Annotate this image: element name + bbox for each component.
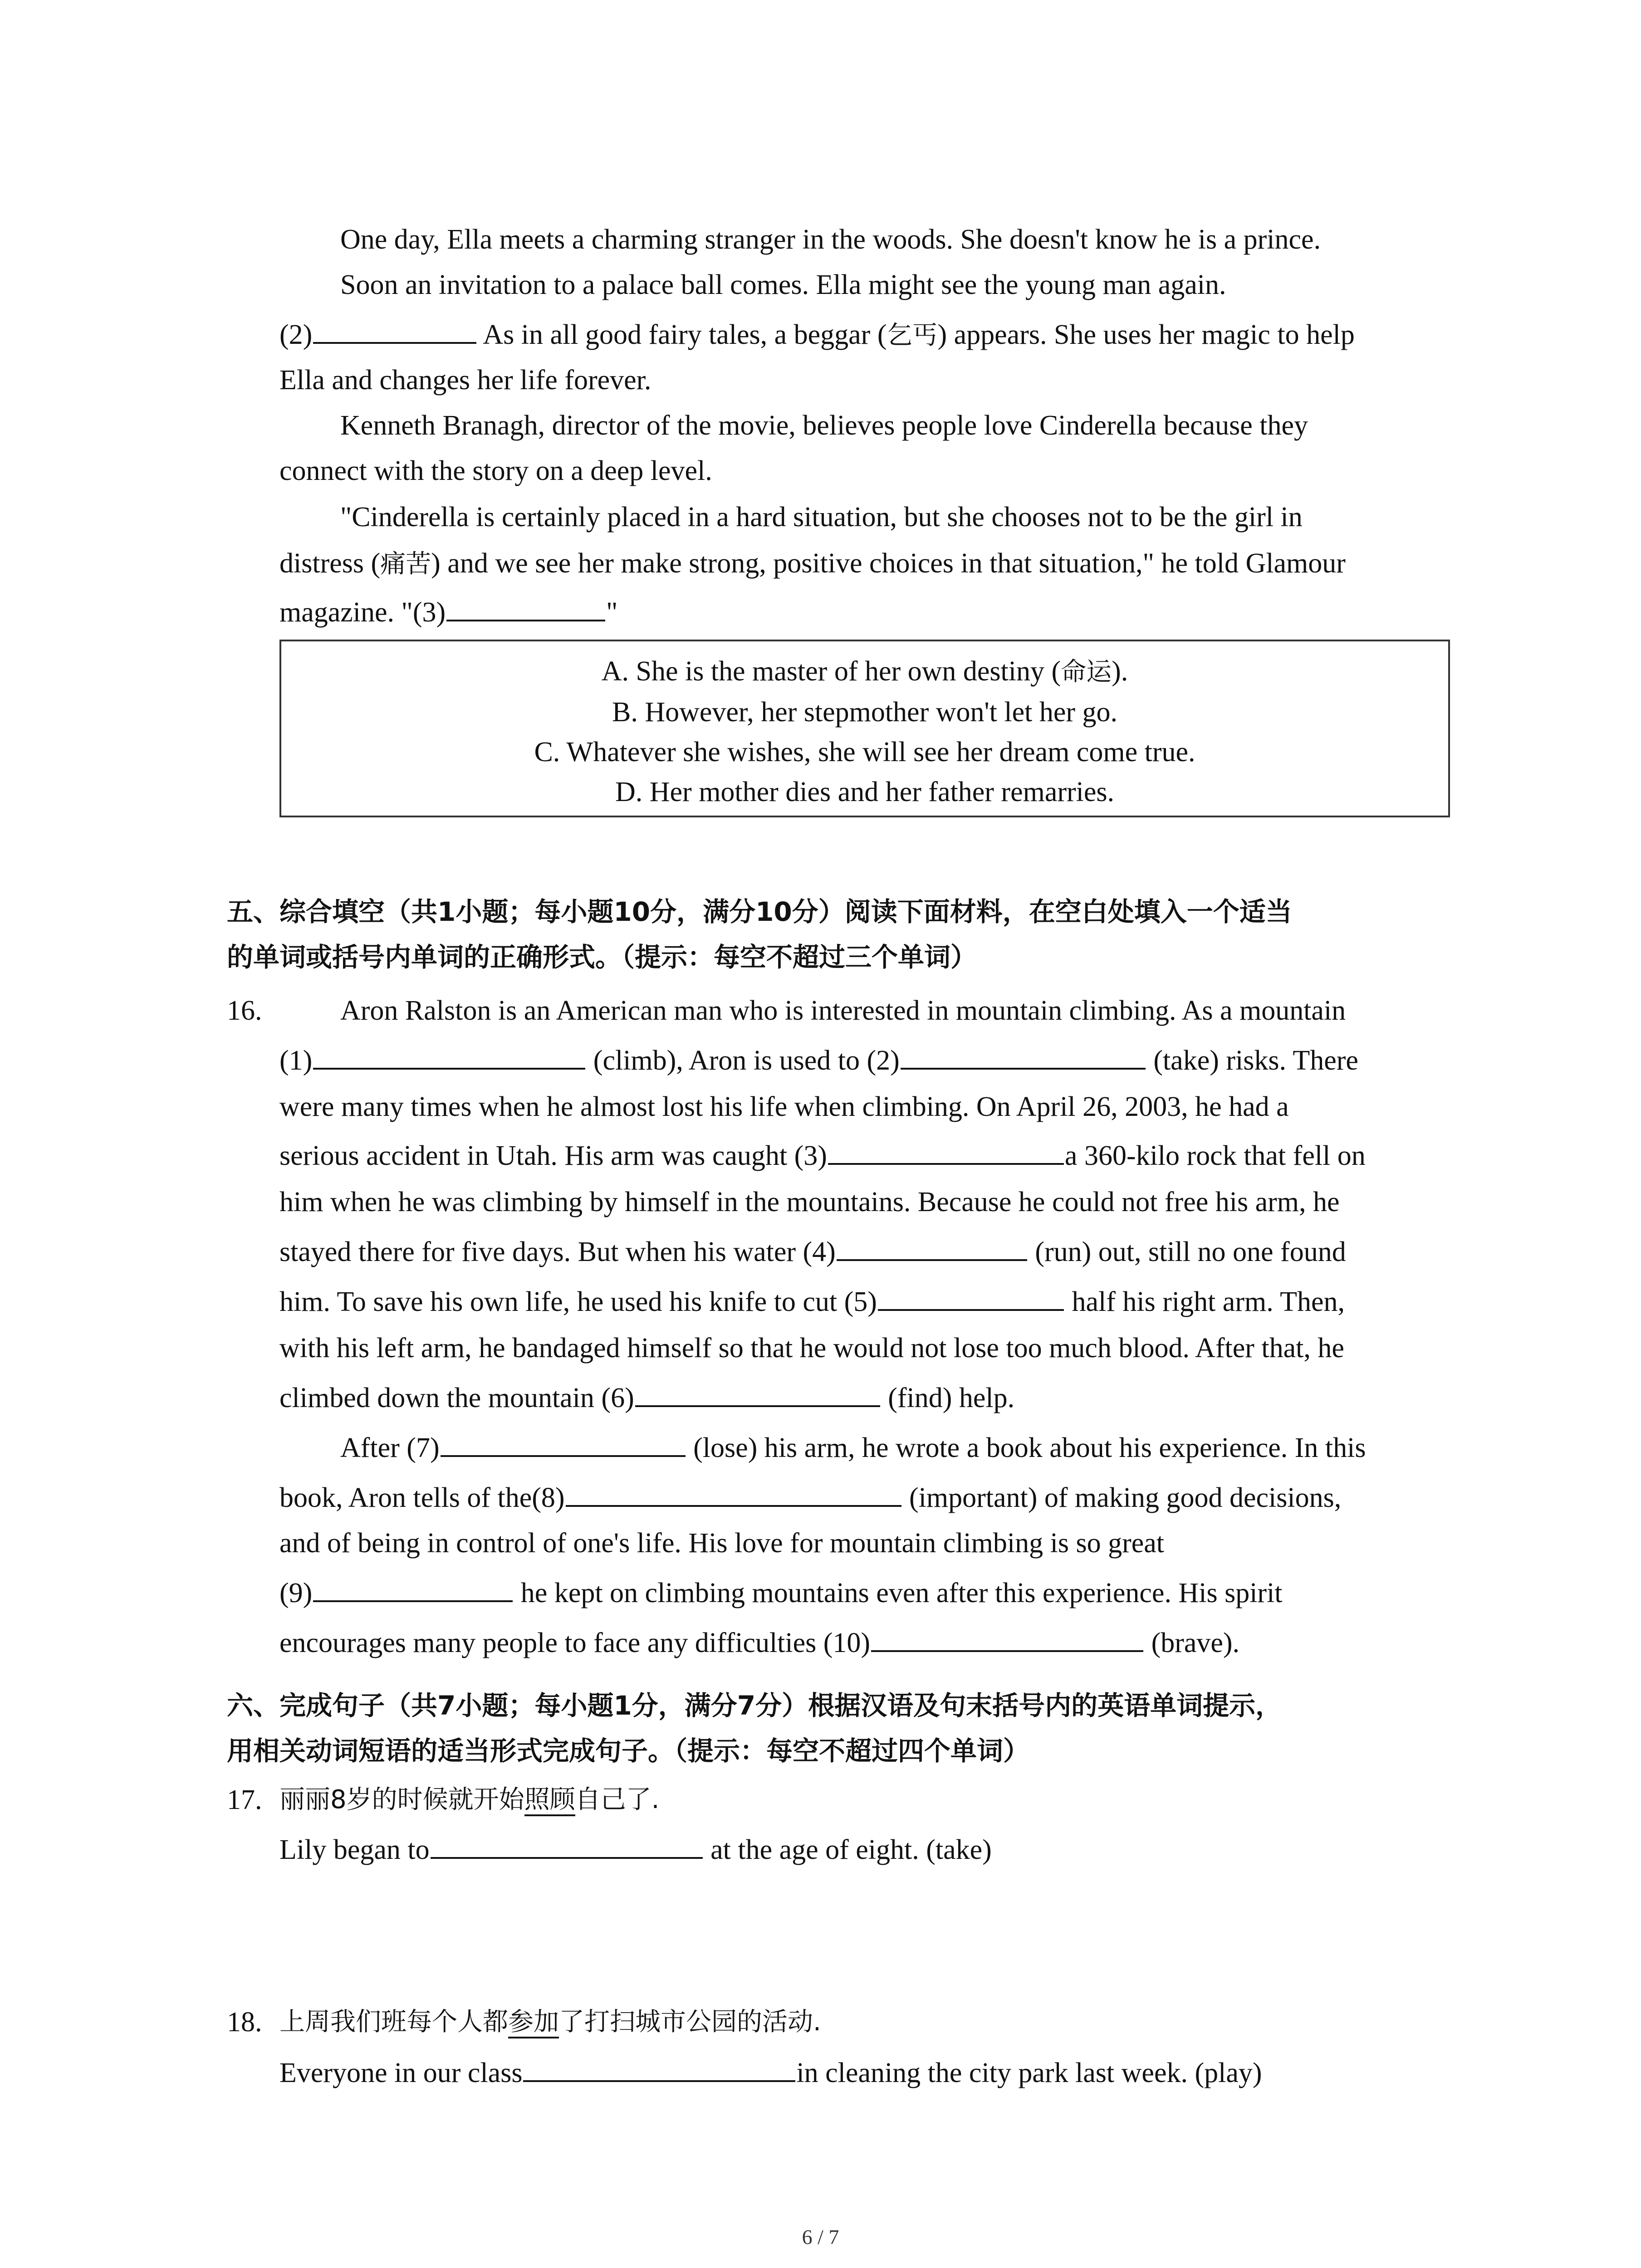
- answer-blank-9[interactable]: [313, 1575, 513, 1602]
- q18-english: Everyone in our class in cleaning the city park last week. (play): [279, 2050, 1262, 2096]
- section-6-heading: 用相关动词短语的适当形式完成句子。（提示：每空不超过四个单词）: [227, 1735, 1030, 1766]
- q17-english: Lily began to at the age of eight. (take): [279, 1827, 992, 1872]
- answer-blank-7[interactable]: [441, 1430, 686, 1457]
- q16-line: him. To save his own life, he used his knife to cut (5) half his right arm. Then,: [279, 1279, 1345, 1325]
- q16-line: (9) he kept on climbing mountains even after this experience. His spirit: [279, 1570, 1283, 1616]
- q16-line: Aron Ralston is an American man who is interested in mountain climbing. As a mountain: [340, 995, 1346, 1026]
- answer-blank-10[interactable]: [871, 1625, 1143, 1652]
- section-5-heading: 五、综合填空（共1小题；每小题10分，满分10分）阅读下面材料，在空白处填入一个适当: [227, 896, 1292, 927]
- answer-blank-4[interactable]: [837, 1234, 1027, 1261]
- answer-blank-17[interactable]: [431, 1832, 703, 1859]
- passage-line: "Cinderella is certainly placed in a hard situation, but she chooses not to be the girl in: [340, 502, 1303, 533]
- q16-line: with his left arm, he bandaged himself so that he would not lose too much blood. After that, he: [279, 1333, 1344, 1364]
- options-box: [279, 640, 1450, 817]
- q16-line: and of being in control of one's life. His love for mountain climbing is so great: [279, 1528, 1165, 1559]
- q16-line: book, Aron tells of the(8) (important) of making good decisions,: [279, 1475, 1341, 1520]
- q16-line: After (7) (lose) his arm, he wrote a book about his experience. In this: [340, 1425, 1366, 1471]
- q16-line: encourages many people to face any difficulties (10) (brave).: [279, 1620, 1239, 1666]
- answer-blank-2[interactable]: [901, 1042, 1146, 1070]
- option-b: B. However, her stepmother won't let her go.: [612, 697, 1118, 728]
- q16-line: (1) (climb), Aron is used to (2) (take) risks. There: [279, 1038, 1358, 1083]
- answer-blank-1[interactable]: [313, 1042, 585, 1070]
- passage-line: (2) As in all good fairy tales, a beggar (乞丐) appears. She uses her magic to help: [279, 312, 1355, 358]
- page-number: 6 / 7: [802, 2225, 839, 2248]
- section-6-heading: 六、完成句子（共7小题；每小题1分，满分7分）根据汉语及句末括号内的英语单词提示，: [227, 1690, 1282, 1721]
- question-number: 16.: [227, 995, 262, 1026]
- section-5-heading: 的单词或括号内单词的正确形式。（提示：每空不超过三个单词）: [227, 942, 977, 973]
- question-number: 17.: [227, 1784, 262, 1815]
- q16-line: him when he was climbing by himself in the mountains. Because he could not free his arm, he: [279, 1187, 1340, 1217]
- passage-line: One day, Ella meets a charming stranger in the woods. She doesn't know he is a prince.: [340, 224, 1321, 255]
- passage-line: magazine. "(3) ": [279, 590, 617, 635]
- answer-blank-3[interactable]: [446, 594, 605, 621]
- passage-line: Soon an invitation to a palace ball comes. Ella might see the young man again.: [340, 269, 1226, 300]
- q17-chinese: 丽丽8岁的时候就开始照顾自己了.: [279, 1777, 659, 1823]
- q16-line: were many times when he almost lost his life when climbing. On April 26, 2003, he had a: [279, 1091, 1289, 1122]
- option-c: C. Whatever she wishes, she will see her dream come true.: [534, 737, 1195, 767]
- q16-line: climbed down the mountain (6) (find) help.: [279, 1375, 1014, 1421]
- option-a: A. She is the master of her own destiny (命运).: [601, 656, 1128, 687]
- answer-blank-3[interactable]: [828, 1138, 1064, 1165]
- question-number: 18.: [227, 2007, 262, 2038]
- answer-blank-8[interactable]: [566, 1480, 901, 1507]
- answer-blank-2[interactable]: [313, 317, 476, 344]
- passage-line: distress (痛苦) and we see her make strong, positive choices in that situation," he told Glamour: [279, 548, 1346, 579]
- answer-blank-5[interactable]: [878, 1284, 1064, 1311]
- passage-line: Kenneth Branagh, director of the movie, believes people love Cinderella because they: [340, 410, 1308, 441]
- answer-blank-6[interactable]: [635, 1380, 880, 1407]
- q16-line: serious accident in Utah. His arm was caught (3) a 360-kilo rock that fell on: [279, 1133, 1366, 1178]
- passage-line: connect with the story on a deep level.: [279, 455, 712, 486]
- answer-blank-18[interactable]: [523, 2055, 795, 2082]
- option-d: D. Her mother dies and her father remarries.: [615, 777, 1114, 807]
- q18-chinese: 上周我们班每个人都参加了打扫城市公园的活动.: [279, 1999, 821, 2045]
- passage-line: Ella and changes her life forever.: [279, 365, 652, 396]
- q16-line: stayed there for five days. But when his water (4) (run) out, still no one found: [279, 1229, 1346, 1275]
